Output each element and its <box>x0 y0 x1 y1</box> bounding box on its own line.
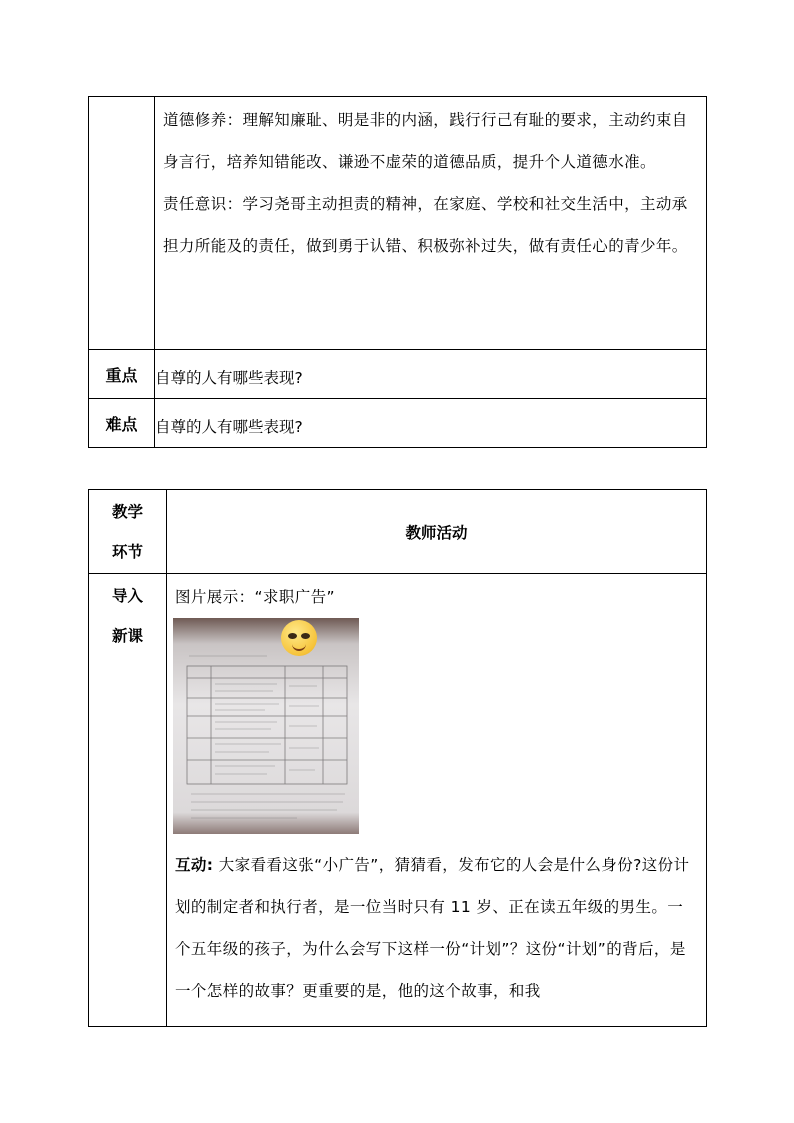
key-point-text: 自尊的人有哪些表现? <box>155 350 707 399</box>
job-ad-photo <box>173 618 359 834</box>
stage-header <box>89 490 167 574</box>
smiley-emoji-icon <box>281 620 317 656</box>
responsibility-label: 责任意识 <box>163 195 227 213</box>
lesson-table <box>88 489 707 1027</box>
objectives-table <box>88 96 707 448</box>
stage-line2: 新课 <box>111 627 143 645</box>
responsibility-paragraph <box>155 183 706 267</box>
difficulty-text: 自尊的人有哪些表现? <box>155 399 707 448</box>
moral-cultivation-text: ：理解知廉耻、明是非的内涵，践行行己有耻的要求，主动约束自身言行，培养知错能改、谦逊不虚荣的道德品质，提升个人道德水准。 <box>163 111 688 171</box>
empty-label-cell <box>89 97 155 350</box>
stage-line1: 导入 <box>111 587 143 605</box>
stage-cell <box>89 574 167 1027</box>
objectives-cell <box>155 97 707 350</box>
activity-header: 教师活动 <box>167 490 707 574</box>
interaction-text: 大家看看这张“小广告”，猜猜看，发布它的人会是什么身份?这份计划的制定者和执行者，是一位当时只有 11 岁、正在读五年级的男生。一个五年级的孩子，为什么会写下这样一份“计划”？这份“计划”的背后，是一个怎样的故事？更重要的是，他的这个故事，和我 <box>175 856 690 1000</box>
stage-header-line2: 环节 <box>111 542 143 561</box>
stage-header-line1: 教学 <box>111 502 143 521</box>
picture-intro: 图片展示：“求职广告” <box>175 588 335 606</box>
handwritten-schedule-sheet <box>177 648 353 826</box>
moral-cultivation-paragraph <box>155 97 706 183</box>
moral-cultivation-label: 道德修养 <box>163 111 227 129</box>
responsibility-text: ：学习尧哥主动担责的精神，在家庭、学校和社交生活中，主动承担力所能及的责任，做到勇于认错、积极弥补过失，做有责任心的青少年。 <box>163 195 688 255</box>
interaction-paragraph <box>167 834 706 1012</box>
key-point-label: 重点 <box>89 350 155 399</box>
difficulty-label: 难点 <box>89 399 155 448</box>
activity-cell <box>167 574 707 1027</box>
interaction-label: 互动: <box>175 856 214 874</box>
